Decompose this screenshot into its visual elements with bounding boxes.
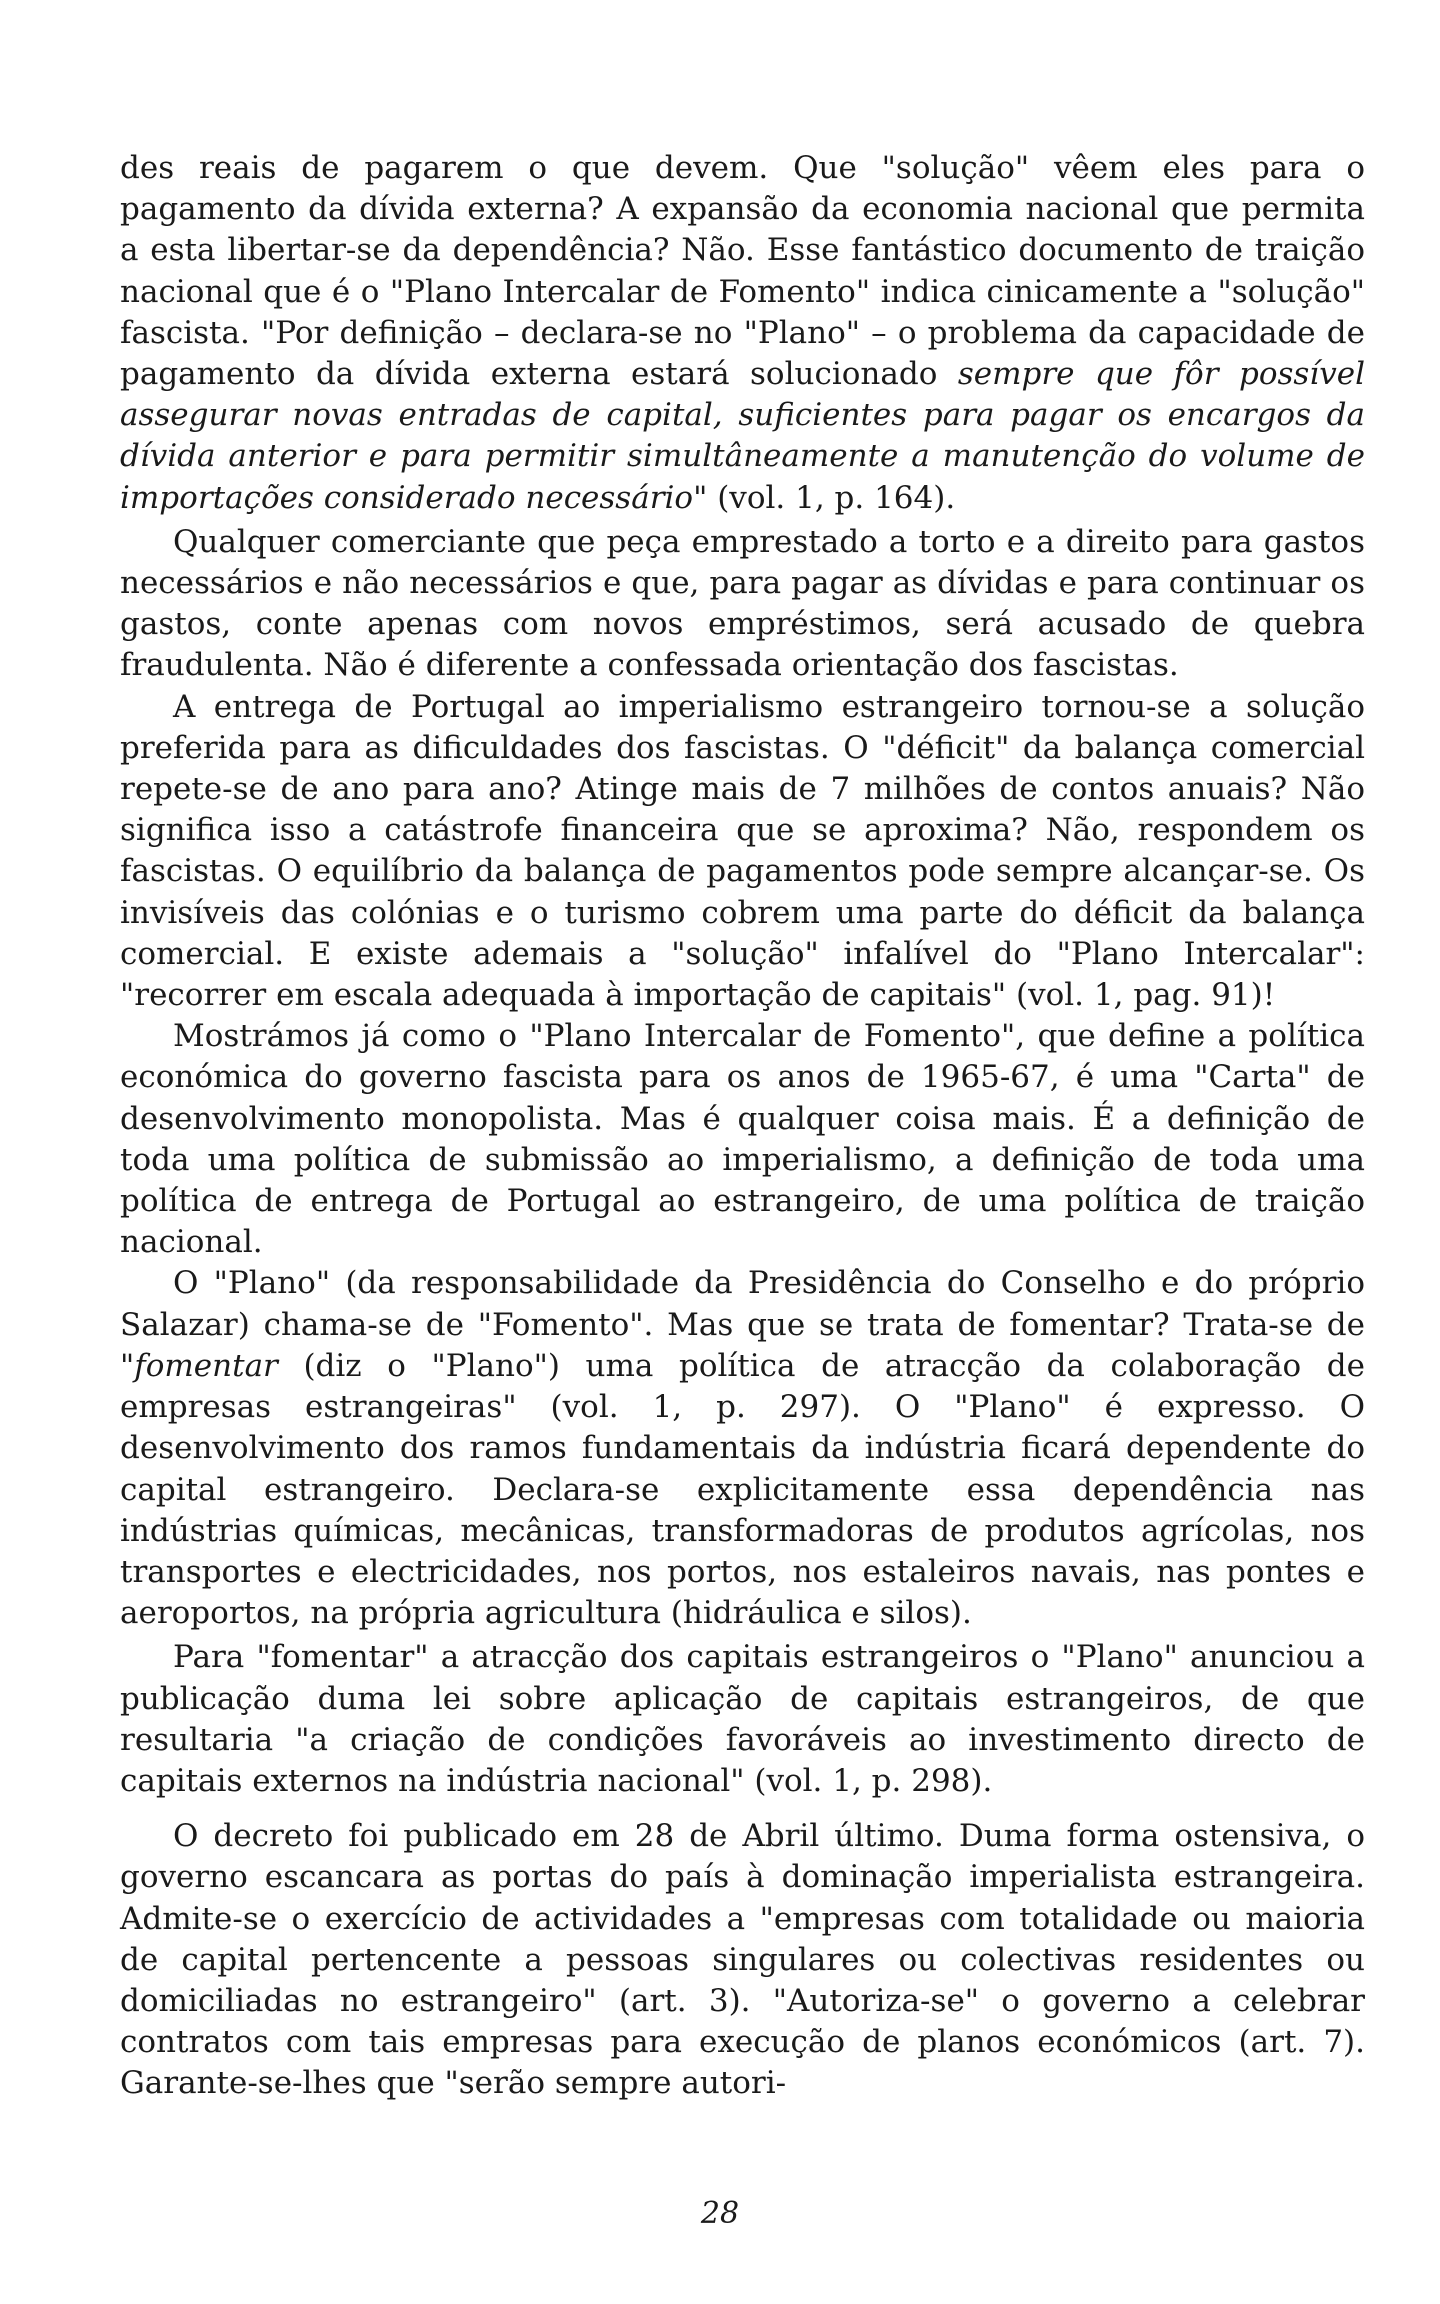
paragraph-6: Para "fomentar" a atracção dos capitais estrangeiros o "Plano" anunciou a publicação duma lei sobre aplicação de capitais estrangeiros, de que resultaria "a criação de condições favoráveis ao investimento directo de capitais externos na indústria nacional" (vol. 1, p. 298). — [120, 1639, 1365, 1799]
paragraph-1: des reais de pagarem o que devem. Que "solução" vêem eles para o pagamento da dívida externa? A expansão da economia nacional que permita a esta libertar-se da dependência? Não. Esse fantástico documento de traição nacional que é o "Plano Intercalar de Fomento" indica cinicamente a "solução" fascista. "Por definição – declara-se no "Plano" – o problema da capacidade de pagamento da dívida externa estará solucionado sempre que fôr possível assegurar novas entradas de capital, suficientes para pagar os encargos da dívida anterior e para permitir simultâneamente a manutenção do volume de importações considerado necessário" (vol. 1, p. 164). — [120, 150, 1365, 516]
paragraph-5: O "Plano" (da responsabilidade da Presidência do Conselho e do próprio Salazar) chama-se de "Fomento". Mas que se trata de fomentar? Trata-se de "fomentar (diz o "Plano") uma política de atracção da colaboração de empresas estrangeiras" (vol. 1, p. 297). O "Plano" é expresso. O desenvolvimento dos ramos fundamentais da indústria ficará dependente do capital estrangeiro. Declara-se explicitamente essa dependência nas indústrias químicas, mecânicas, transformadoras de produtos agrícolas, nos transportes e electricidades, nos portos, nos estaleiros navais, nas pontes e aeroportos, na própria agricultura (hidráulica e silos). — [120, 1265, 1365, 1632]
quote-emphasis: sempre que fôr possível assegurar novas entradas de capital, suficientes para pagar os encargos da dívida anterior e para permitir simultâneamente a manutenção do volume de importações considerado necessário — [120, 356, 1365, 516]
fomentar-emphasis: fomentar — [134, 1347, 278, 1384]
paragraph-2: Qualquer comerciante que peça emprestado a torto e a direito para gastos necessários e não necessários e que, para pagar as dívidas e para continuar os gastos, conte apenas com novos empréstimos, será acusado de quebra fraudulenta. Não é diferente a confessada orientação dos fascistas. — [120, 523, 1365, 684]
paragraph-4: Mostrámos já como o "Plano Intercalar de Fomento", que define a política económica do governo fascista para os anos de 1965-67, é uma "Carta" de desenvolvimento monopolista. Mas é qualquer coisa mais. É a definição de toda uma política de submissão ao imperialismo, a definição de toda uma política de entrega de Portugal ao estrangeiro, de uma política de traição nacional. — [120, 1018, 1365, 1261]
document-body — [120, 148, 1365, 2105]
page-number: 28 — [700, 2196, 740, 2231]
paragraph-3: A entrega de Portugal ao imperialismo estrangeiro tornou-se a solução preferida para as dificuldades dos fascistas. O "déficit" da balança comercial repete-se de ano para ano? Atinge mais de 7 milhões de contos anuais? Não significa isso a catástrofe financeira que se aproxima? Não, respondem os fascistas. O equilíbrio da balança de pagamentos pode sempre alcançar-se. Os invisíveis das colónias e o turismo cobrem uma parte do déficit da balança comercial. E existe ademais a "solução" infalível do "Plano Intercalar": "recorrer em escala adequada à importação de capitais" (vol. 1, pag. 91)! — [120, 688, 1365, 1014]
paragraph-7: O decreto foi publicado em 28 de Abril último. Duma forma ostensiva, o governo escancara as portas do país à dominação imperialista estrangeira. Admite-se o exercício de actividades a "empresas com totalidade ou maioria de capital pertencente a pessoas singulares ou colectivas residentes ou domiciliadas no estrangeiro" (art. 3). "Autoriza-se" o governo a celebrar contratos com tais empresas para execução de planos económicos (art. 7). Garante-se-lhes que "serão sempre autori- — [120, 1818, 1365, 2102]
